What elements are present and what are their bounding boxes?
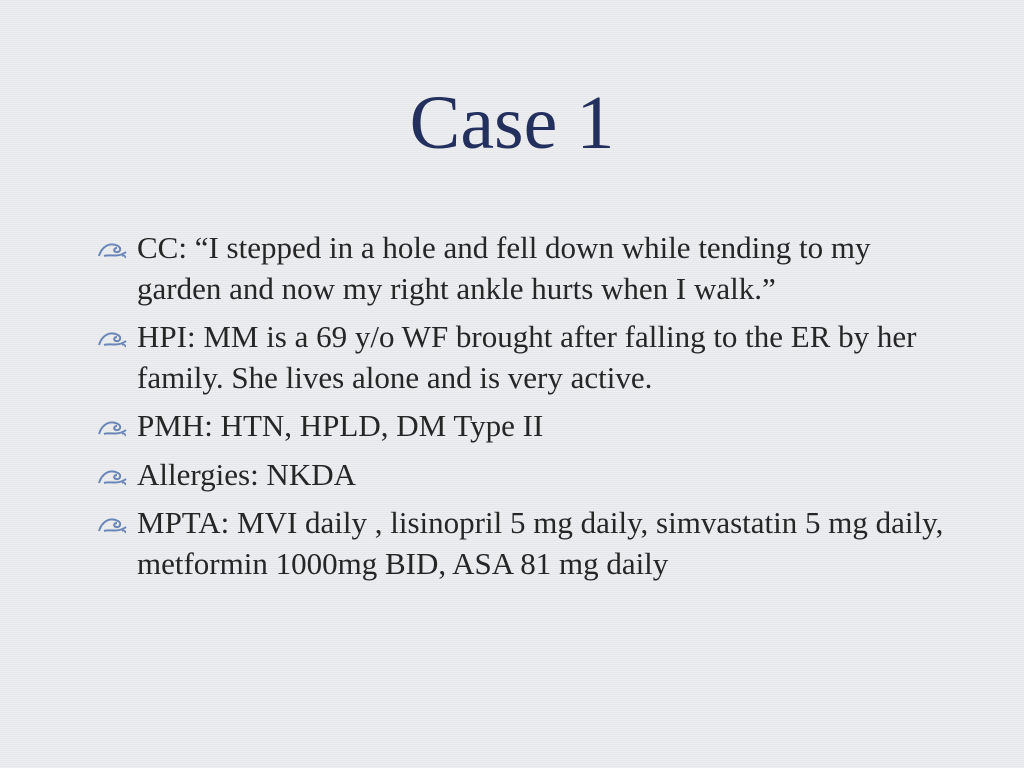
bullet-item-mpta [96, 503, 956, 584]
bullet-item-allergies [96, 455, 956, 496]
bullet-text: PMH: HTN, HPLD, DM Type II [137, 408, 544, 443]
bullet-text: CC: “I stepped in a hole and fell down while tending to my garden and now my right ankle hurts when I walk.” [137, 230, 871, 306]
bullet-item-cc [96, 228, 956, 309]
bullet-text: HPI: MM is a 69 y/o WF brought after falling to the ER by her family. She lives alone and is very active. [137, 319, 917, 395]
bullet-item-pmh [96, 406, 956, 447]
bullet-list [96, 228, 956, 592]
scroll-ornament-icon [96, 465, 130, 487]
bullet-text: MPTA: MVI daily , lisinopril 5 mg daily, simvastatin 5 mg daily, metformin 1000mg BID, ASA 81 mg daily [137, 505, 944, 581]
scroll-ornament-icon [96, 416, 130, 438]
bullet-text: Allergies: NKDA [137, 456, 356, 492]
scroll-ornament-icon [96, 238, 130, 260]
slide-title: Case 1 [409, 81, 615, 165]
scroll-ornament-icon [96, 513, 130, 535]
bullet-item-hpi [96, 317, 956, 398]
scroll-ornament-icon [96, 327, 130, 349]
